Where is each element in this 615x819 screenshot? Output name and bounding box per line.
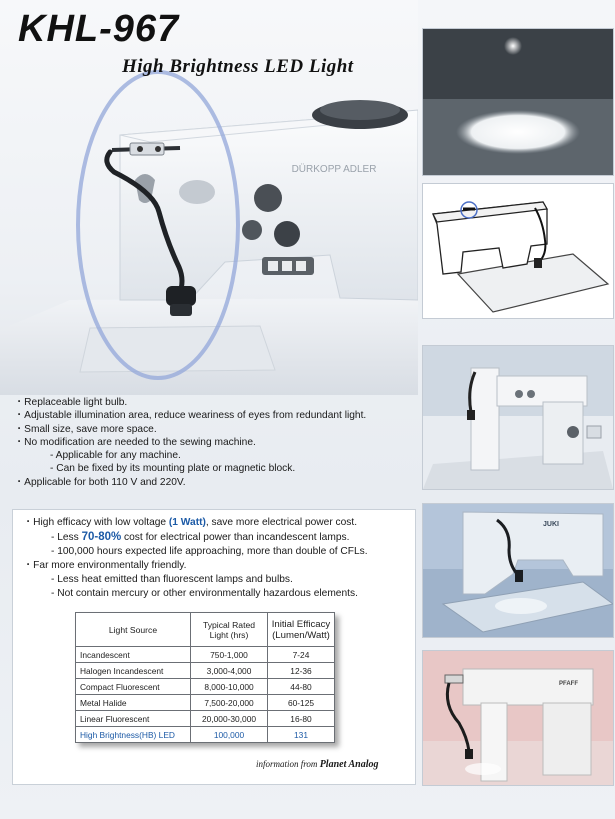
photo-installation-diagram [422,183,614,319]
feature-item: ・Small size, save more space. [14,423,157,435]
table-row-hb-led: High Brightness(HB) LED 100,000 131 [76,727,335,743]
feature-item: ・Replaceable light bulb. [14,397,128,408]
feature-item: ・Adjustable illumination area, reduce weariness of eyes from redundant light. [14,410,367,422]
header-light-source: Light Source [76,613,191,647]
hero-section [0,0,418,395]
svg-text:JUKI: JUKI [543,521,559,528]
efficacy-line: - Less 70-80% cost for electrical power than incandescent lamps. [51,531,350,543]
table-row: Incandescent 750-1,000 7-24 [76,647,335,663]
product-tagline: High Brightness LED Light [122,56,354,77]
efficacy-panel [12,509,416,785]
photo-pfaff-machine [422,650,614,786]
product-model-title: KHL-967 [18,8,180,50]
efficacy-line: ・High efficacy with low voltage (1 Watt), save more electrical power cost. [23,517,358,528]
header-initial-efficacy: Initial Efficacy (Lumen/Watt) [268,613,335,647]
photo-post-bed-machine [422,345,614,490]
table-row: Compact Fluorescent 8,000-10,000 44-80 [76,679,335,695]
feature-subitem: - Can be fixed by its mounting plate or magnetic block. [50,463,296,475]
efficacy-lines [23,516,368,601]
feature-item: ・Applicable for both 110 V and 220V. [14,476,186,488]
svg-text:PFAFF: PFAFF [559,681,578,687]
voltage-highlight: (1 Watt) [168,517,206,528]
table-row: Linear Fluorescent 20,000-30,000 16-80 [76,711,335,727]
machine-brand-text: DÜRKOPP ADLER [291,164,377,175]
header-rated-life: Typical Rated Light (hrs) [191,613,268,647]
efficacy-line: ・Far more environmentally friendly. [23,560,187,571]
table-header-row [76,613,335,647]
photo-led-spot [422,28,614,176]
savings-highlight: 70-80% [81,531,122,543]
efficacy-line: - Less heat emitted than fluorescent lamps and bulbs. [51,574,293,585]
table-row: Metal Halide 7,500-20,000 60-125 [76,695,335,711]
efficacy-line: - 100,000 hours expected life approaching, more than double of CFLs. [51,546,368,557]
efficacy-line: - Not contain mercury or other environmentally hazardous elements. [51,588,358,599]
efficacy-table [75,612,335,743]
table-row: Halogen Incandescent 3,000-4,000 12-36 [76,663,335,679]
photo-juki-machine [422,503,614,638]
source-credit: information from Planet Analog [256,759,379,770]
feature-item: ・No modification are needed to the sewing machine. [14,436,256,448]
feature-subitem: - Applicable for any machine. [50,450,181,462]
feature-list [14,396,414,489]
